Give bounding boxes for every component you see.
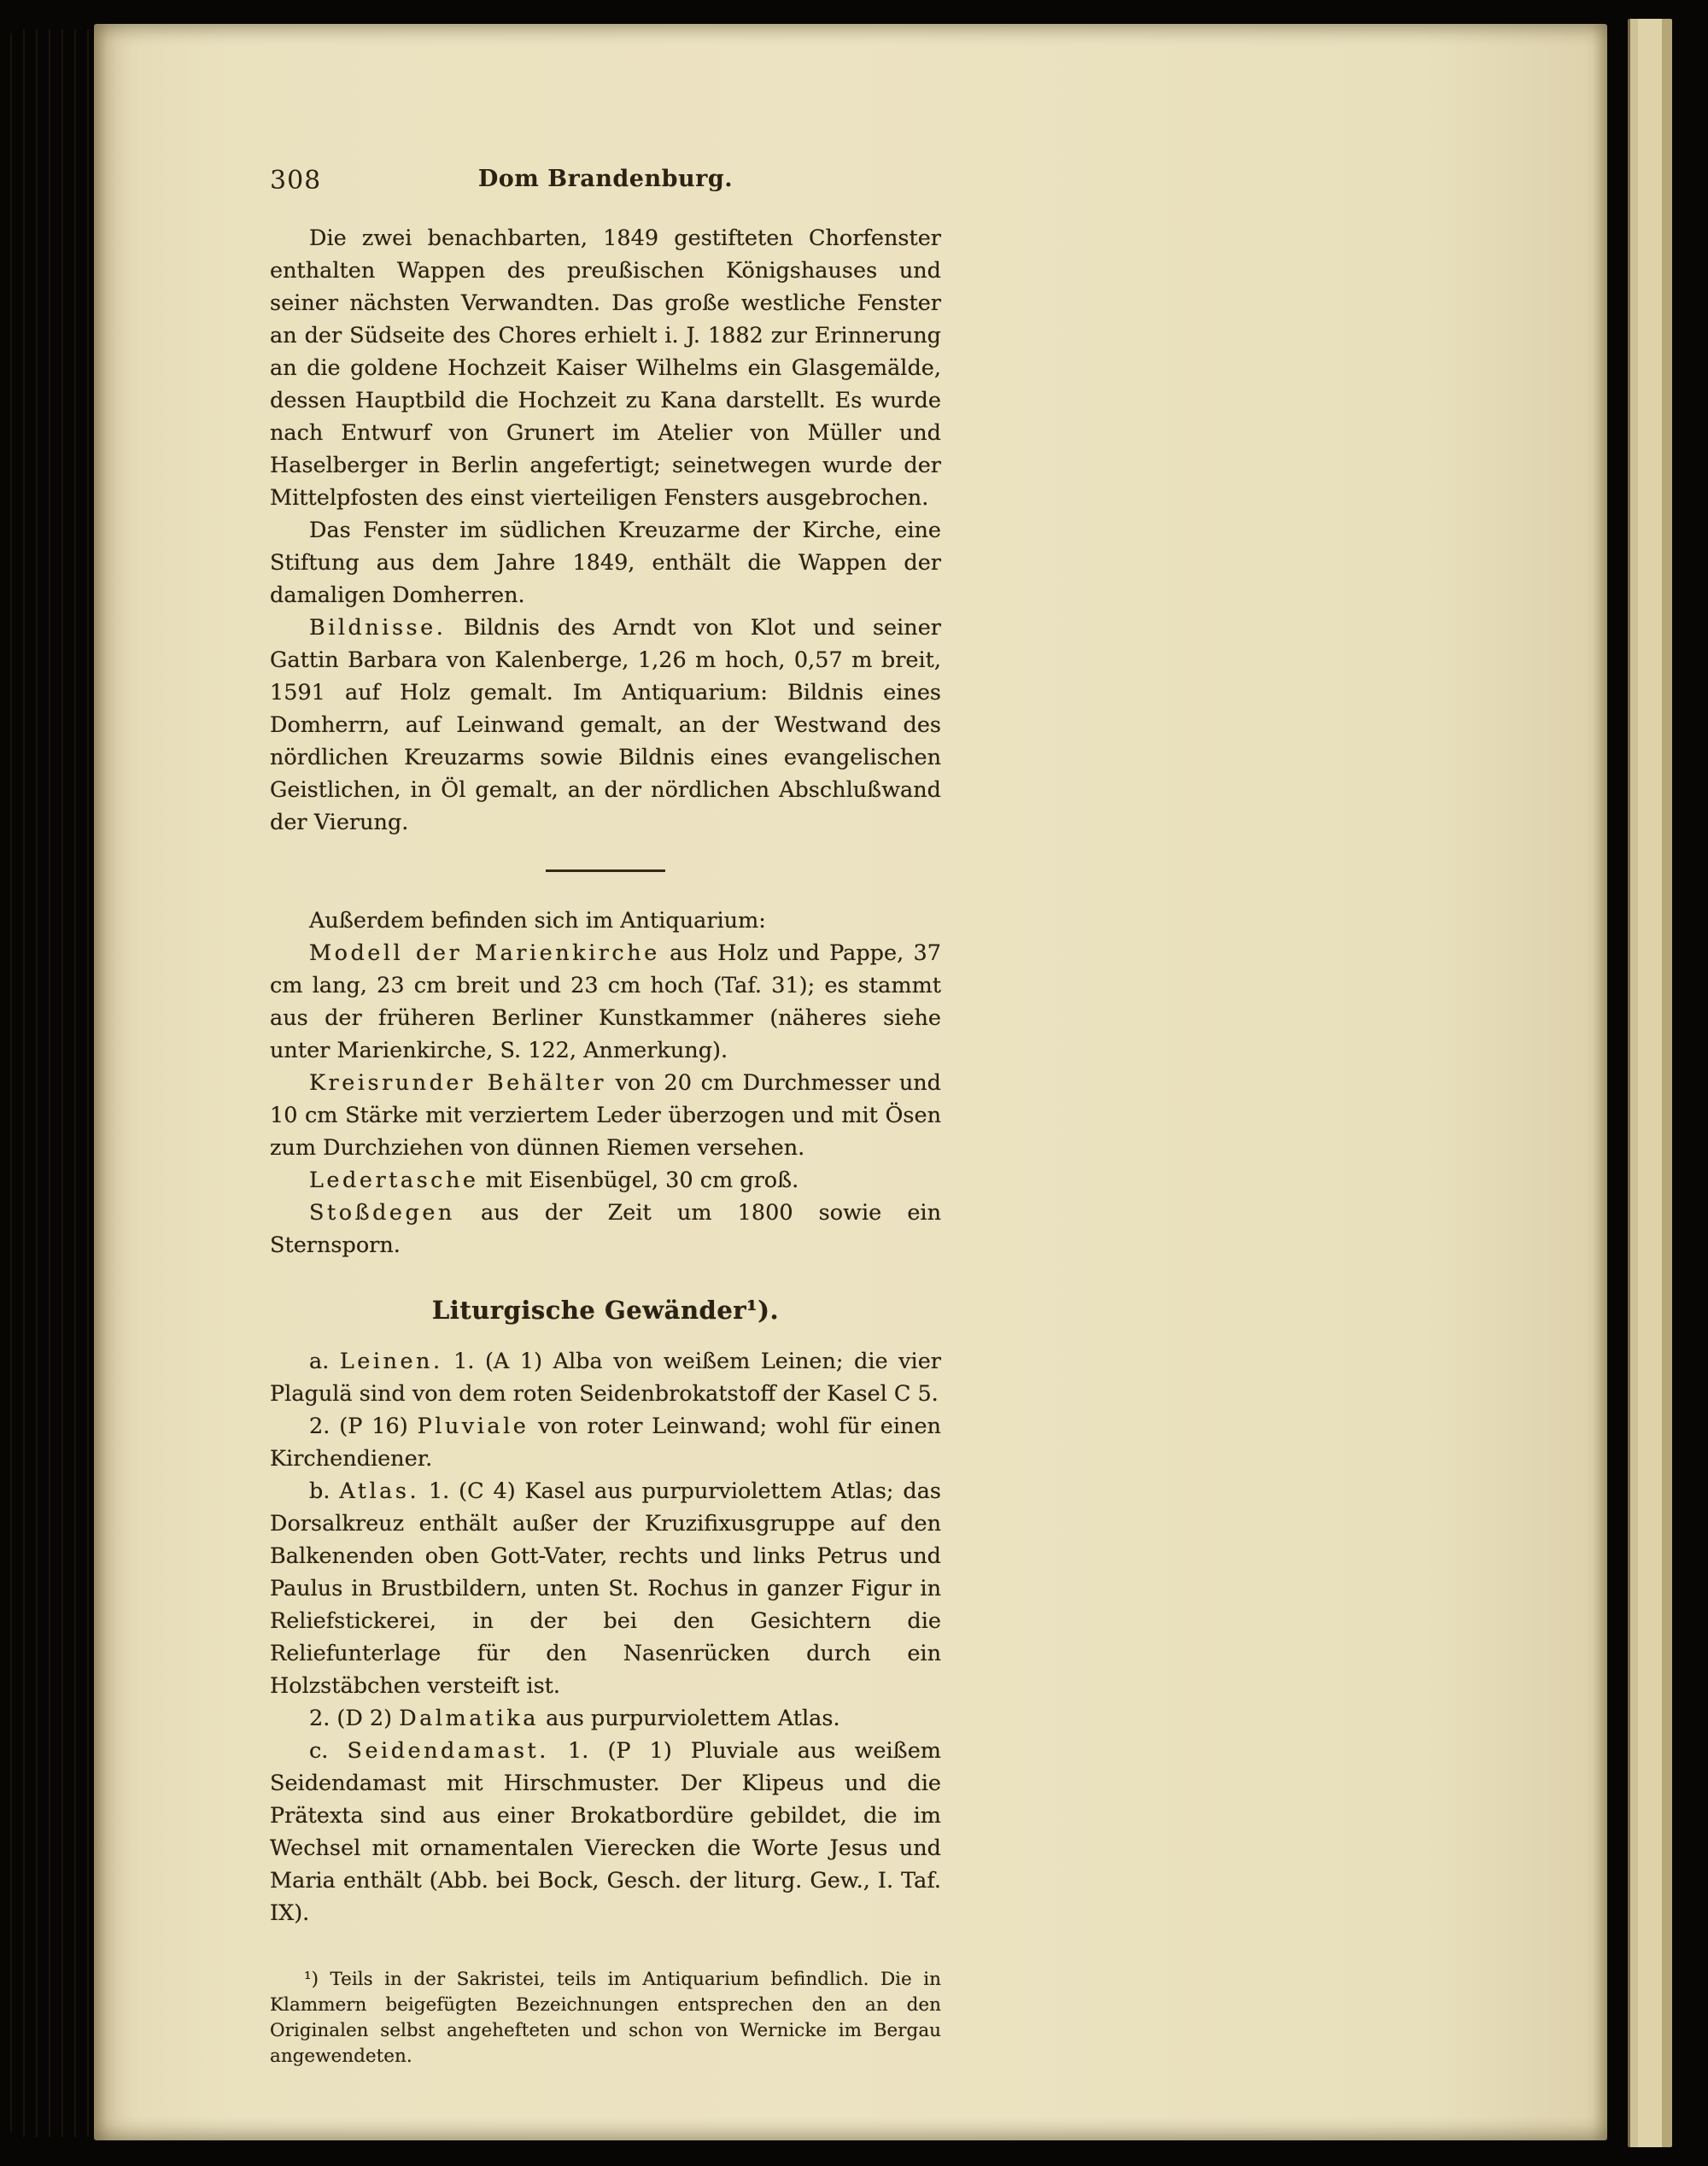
paragraph-chorfenster — [270, 222, 941, 514]
spaced-lead: Dalmatika — [399, 1706, 539, 1731]
paragraph-text: von roter Leinwand; wohl für einen Kirchendiener. — [270, 1414, 941, 1472]
spaced-lead: Bildnisse. — [309, 615, 447, 641]
paragraph-pre: b. — [309, 1478, 340, 1504]
paragraph-pluviale-leinwand — [270, 1410, 941, 1475]
paragraph-pre: 2. (D 2) — [309, 1706, 400, 1731]
paragraph-stossdegen — [270, 1197, 941, 1262]
paragraph-text: aus purpurviolettem Atlas. — [538, 1706, 840, 1731]
paragraph-kreuzarm-fenster — [270, 514, 941, 612]
book-page — [94, 24, 1607, 2140]
spaced-lead: Kreisrunder Behälter — [309, 1070, 606, 1096]
footnote: ¹) Teils in der Sakristei, teils im Antiquarium befindlich. Die in Klammern beigefügten Bezeichnungen entsprechen den an den Originalen selbst angehefteten und schon von Wernicke im Bergau angewendeten. — [270, 1969, 941, 2067]
paragraph-text: 1. (A 1) Alba von weißem Leinen; die vier Plagulä sind von dem roten Seidenbrokatstoff der Kasel C 5. — [270, 1349, 941, 1407]
paragraph-seidendamast-pluviale — [270, 1735, 941, 1929]
paragraph-pre: a. — [309, 1349, 340, 1374]
paragraph-text: 1. (P 1) Pluviale aus weißem Seidendamast mit Hirschmuster. Der Klipeus und die Prätexta sind aus einer Brokatbordüre gebildet, die im Wechsel mit ornamentalen Vierecken die Worte Jesus und Maria enthält (Abb. bei Bock, Gesch. der liturg. Gew., I. Taf. IX). — [270, 1738, 941, 1926]
paragraph-text: Die zwei benachbarten, 1849 gestifteten Chorfenster enthalten Wappen des preußischen Königshauses und seiner nächsten Verwandten. Das große westliche Fenster an der Südseite des Chores erhielt i. J. 1882 zur Erinnerung an die goldene Hochzeit Kaiser Wilhelms ein Glasgemälde, dessen Hauptbild die Hochzeit zu Kana darstellt. Es wurde nach Entwurf von Grunert im Atelier von Müller und Haselberger in Berlin angefertigt; seinetwegen wurde der Mittelpfosten des einst vierteiligen Fensters ausgebrochen. — [270, 225, 941, 511]
left-page-stack-edges — [10, 29, 96, 2137]
paragraph-atlas-kasel — [270, 1475, 941, 1702]
spaced-lead: Stoßdegen — [309, 1200, 455, 1226]
spaced-lead: Atlas. — [339, 1478, 420, 1504]
paragraph-text: von 20 cm Durchmesser und 10 cm Stärke mit verziertem Leder überzogen und mit Ösen zum Durchziehen von dünnen Riemen versehen. — [270, 1070, 941, 1161]
paragraph-dalmatika — [270, 1702, 941, 1735]
paragraph-pre: 2. (P 16) — [309, 1414, 418, 1439]
paragraph-text: mit Eisenbügel, 30 cm groß. — [478, 1168, 799, 1193]
paragraph-bildnisse — [270, 612, 941, 839]
page-head — [270, 166, 941, 202]
paragraph-text: aus der Zeit um 1800 sowie ein Sternsporn. — [270, 1200, 941, 1258]
paragraph-ledertasche — [270, 1164, 941, 1197]
paragraph-modell-marienkirche — [270, 937, 941, 1067]
section-divider-rule — [546, 869, 665, 872]
paragraph-text: 1. (C 4) Kasel aus purpurviolettem Atlas; das Dorsalkreuz enthält außer der Kruzifixusgruppe auf den Balkenenden oben Gott-Vater, rechts und links Petrus und Paulus in Brustbildern, unten St. Rochus in ganzer Figur in Reliefstickerei, in der bei den Gesichtern die Reliefunterlage für den Nasenrücken durch ein Holzstäbchen versteift ist. — [270, 1478, 941, 1699]
paragraph-kreisrunder-behaelter — [270, 1067, 941, 1164]
spaced-lead: Pluviale — [417, 1414, 529, 1439]
spaced-lead: Seidendamast. — [347, 1738, 549, 1764]
running-header: Dom Brandenburg. — [477, 166, 734, 192]
page-number: 308 — [270, 166, 322, 196]
paragraph-leinen-alba — [270, 1345, 941, 1410]
spaced-lead: Modell der Marienkirche — [309, 940, 660, 966]
paragraph-text: aus Holz und Pappe, 37 cm lang, 23 cm breit und 23 cm hoch (Taf. 31); es stammt aus der früheren Berliner Kunstkammer (näheres siehe unter Marienkirche, S. 122, Anmerkung). — [270, 940, 941, 1063]
section-heading-liturgische-gewaender: Liturgische Gewänder¹). — [431, 1296, 780, 1325]
spaced-lead: Leinen. — [339, 1349, 443, 1374]
text-block — [270, 166, 941, 2088]
paragraph-text: Bildnis des Arndt von Klot und seiner Gattin Barbara von Kalenberge, 1,26 m hoch, 0,57 m breit, 1591 auf Holz gemalt. Im Antiquarium: Bildnis eines Domherrn, auf Leinwand gemalt, an der Westwand des nördlichen Kreuzarms sowie Bildnis eines evangelischen Geistlichen, in Öl gemalt, an der nördlichen Abschlußwand der Vierung. — [270, 615, 941, 835]
paragraph-text: Das Fenster im südlichen Kreuzarme der Kirche, eine Stiftung aus dem Jahre 1849, enthält die Wappen der damaligen Domherren. — [270, 518, 941, 608]
paragraph-pre: c. — [309, 1738, 348, 1764]
adjacent-page-edge — [1628, 19, 1672, 2147]
spaced-lead: Ledertasche — [309, 1168, 479, 1193]
paragraph-text: Außerdem befinden sich im Antiquarium: — [309, 908, 766, 934]
paragraph-antiquarium-intro — [270, 904, 941, 937]
